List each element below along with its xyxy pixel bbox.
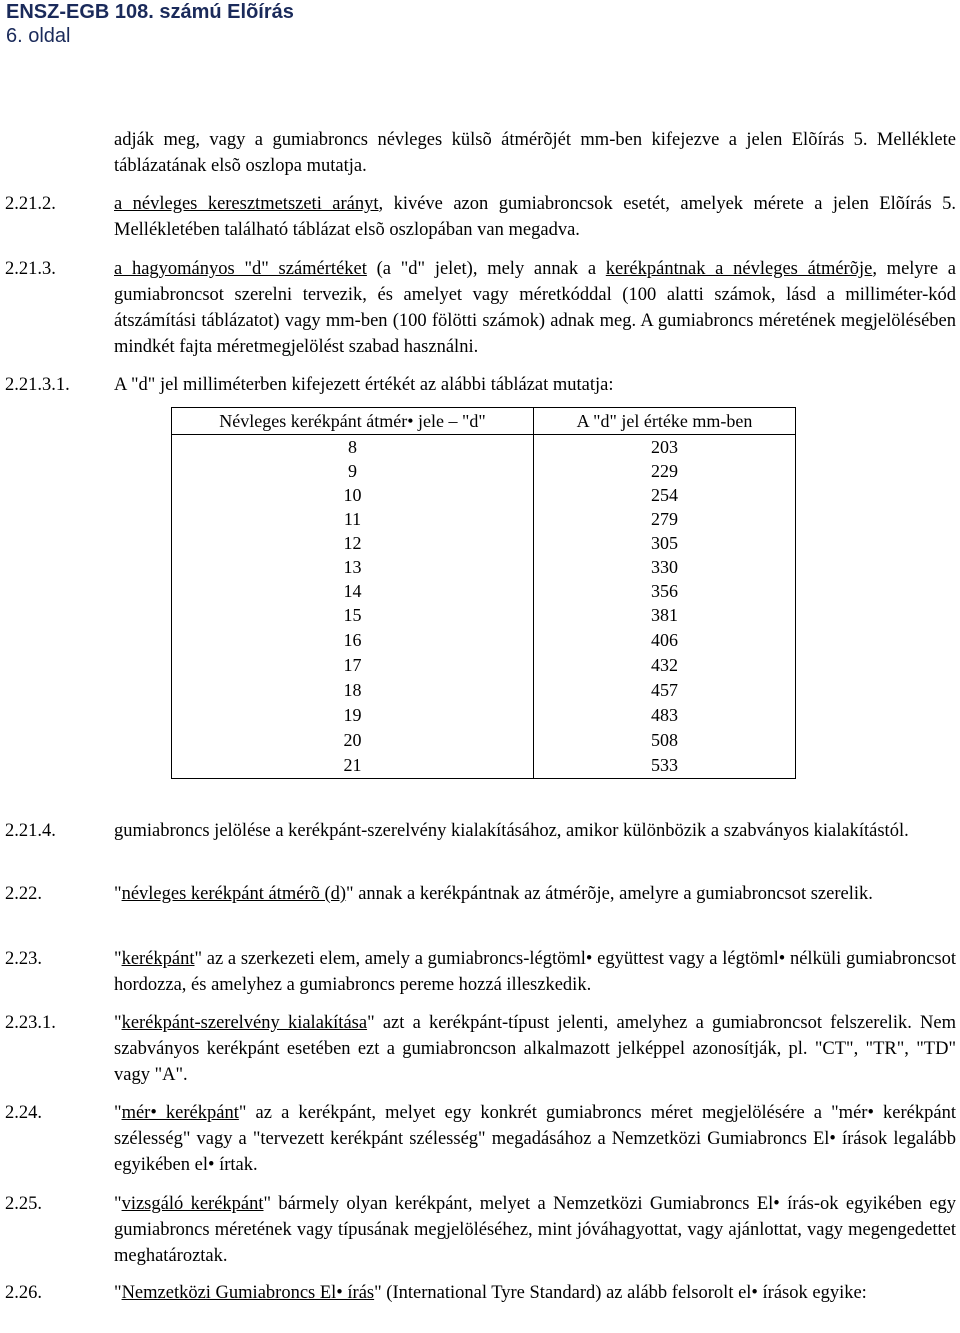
section-number: 2.25. [5, 1194, 42, 1214]
defined-term: a hagyományos "d" számértéket [114, 259, 367, 279]
rim-mm-cell: 330 [534, 555, 796, 579]
rim-code-cell: 8 [172, 435, 534, 460]
section-text: "Nemzetközi Gumiabroncs El• írás" (International Tyre Standard) az alább felsorolt el• írások egyike: [114, 1283, 867, 1303]
section-text: "mér• kerékpánt" az a kerékpánt, melyet egy konkrét gumiabroncs méret megjelölésére a "mér• kerékpánt szélesség" vagy a "tervezett kerékpánt szélesség" megadásához a Nemzetközi Gumiabroncs El• írások legalább egyikében el• írtak. [114, 1103, 956, 1175]
rim-mm-cell: 279 [534, 507, 796, 531]
rim-mm-cell: 508 [534, 728, 796, 753]
rim-code-cell: 21 [172, 753, 534, 779]
page-number: 6. oldal [6, 25, 71, 47]
rim-code-cell: 19 [172, 703, 534, 728]
document-title: ENSZ-EGB 108. számú Elõírás [6, 1, 294, 23]
intro-text: adják meg, vagy a gumiabroncs névleges külsõ átmérõjét mm-ben kifejezve a jelen Elõírás 5. Melléklete táblázatának elsõ oszlopa mutatja. [114, 130, 956, 176]
section-number: 2.23. [5, 949, 42, 969]
table-header-nominal-code: Névleges kerékpánt átmér• jele – "d" [172, 408, 534, 435]
rim-mm-cell: 356 [534, 579, 796, 603]
rim-mm-cell: 432 [534, 653, 796, 678]
table-row [172, 678, 796, 703]
rim-code-cell: 17 [172, 653, 534, 678]
section-text: gumiabroncs jelölése a kerékpánt-szerelvény kialakításához, amikor különbözik a szabványos kialakítástól. [114, 821, 909, 841]
table-row [172, 459, 796, 483]
defined-term: kerékpánt [121, 949, 195, 969]
page-header [6, 0, 294, 48]
rim-code-cell: 16 [172, 628, 534, 653]
table-row [172, 507, 796, 531]
rim-code-cell: 18 [172, 678, 534, 703]
table-row [172, 483, 796, 507]
section-text: a hagyományos "d" számértéket (a "d" jelet), mely annak a kerékpántnak a névleges átmérõje, melyre a gumiabroncsot szerelni tervezik, és amelyet vagy méretkóddal (100 alatti számok, lásd a milliméter-kód átszámítási táblázatot) vagy mm-ben (100 fölötti számok) adnak meg. A gumiabroncs méretének megjelölésében mindkét fajta méretmegjelölést szabad használni. [114, 259, 956, 357]
defined-term: névleges kerékpánt átmérõ (d) [121, 884, 347, 904]
section-number: 2.21.2. [5, 194, 56, 214]
section-text: "kerékpánt" az a szerkezeti elem, amely a gumiabroncs-légtöml• együttest vagy a légtöml• nélküli gumiabroncsot hordozza, és amelyhez a gumiabroncs pereme hozzá illeszkedik. [114, 949, 956, 995]
rim-mm-cell: 483 [534, 703, 796, 728]
table-row [172, 555, 796, 579]
rim-code-cell: 15 [172, 603, 534, 628]
rim-mm-cell: 229 [534, 459, 796, 483]
section-text: A "d" jel milliméterben kifejezett értékét az alábbi táblázat mutatja: [114, 375, 614, 395]
defined-term: mér• kerékpánt [121, 1103, 239, 1123]
rim-code-cell: 11 [172, 507, 534, 531]
section-text: "kerékpánt-szerelvény kialakítása" azt a kerékpánt-típust jelenti, amelyhez a gumiabroncsot felszerelik. Nem szabványos kerékpánt esetében ezt a gumiabroncson alkalmazott jelképpel azonosítják, pl. "CT", "TR", "TD" vagy "A". [114, 1013, 957, 1085]
section-number: 2.21.3. [5, 259, 56, 279]
defined-term: kerékpánt-szerelvény kialakítása [121, 1013, 368, 1033]
section-text: a névleges keresztmetszeti arányt, kivéve azon gumiabroncsok esetét, amelyek mérete a jelen Elõírás 5. Mellékletében található táblázat elsõ oszlopában van megadva. [114, 194, 957, 240]
rim-code-cell: 20 [172, 728, 534, 753]
rim-mm-cell: 203 [534, 435, 796, 460]
section-number: 2.26. [5, 1283, 42, 1303]
rim-mm-cell: 533 [534, 753, 796, 779]
table-row [172, 435, 796, 460]
defined-term: vizsgáló kerékpánt [121, 1194, 264, 1214]
rim-mm-cell: 254 [534, 483, 796, 507]
rim-diameter-table [171, 407, 796, 779]
table-row [172, 753, 796, 779]
section-text: "vizsgáló kerékpánt" bármely olyan kerékpánt, melyet a Nemzetközi Gumiabroncs El• írás-ok egyikében egy gumiabroncs méretének vagy típusának megjelöléséhez, mint jóváhagyottat, vagy ajánlottat, vagy megengedettet meghatároztak. [114, 1194, 956, 1266]
rim-mm-cell: 305 [534, 531, 796, 555]
table-row [172, 703, 796, 728]
defined-term: Nemzetközi Gumiabroncs El• írás [121, 1283, 375, 1303]
rim-code-cell: 10 [172, 483, 534, 507]
section-text: "névleges kerékpánt átmérõ (d)" annak a kerékpántnak az átmérõje, amelyre a gumiabroncsot szerelik. [114, 884, 873, 904]
defined-term: kerékpántnak a névleges átmérõje [605, 259, 873, 279]
table-header-value-mm: A "d" jel értéke mm-ben [534, 408, 796, 435]
table-row [172, 531, 796, 555]
rim-code-cell: 9 [172, 459, 534, 483]
defined-term: a névleges keresztmetszeti arányt [114, 194, 379, 214]
rim-code-cell: 14 [172, 579, 534, 603]
rim-mm-cell: 457 [534, 678, 796, 703]
table-row [172, 579, 796, 603]
section-number: 2.21.3.1. [5, 375, 70, 395]
table-row [172, 653, 796, 678]
section-number: 2.24. [5, 1103, 42, 1123]
rim-mm-cell: 406 [534, 628, 796, 653]
rim-code-cell: 13 [172, 555, 534, 579]
section-number: 2.21.4. [5, 821, 56, 841]
table-row [172, 628, 796, 653]
table-row [172, 603, 796, 628]
section-number: 2.23.1. [5, 1013, 56, 1033]
table-row [172, 728, 796, 753]
rim-code-cell: 12 [172, 531, 534, 555]
rim-mm-cell: 381 [534, 603, 796, 628]
section-number: 2.22. [5, 884, 42, 904]
